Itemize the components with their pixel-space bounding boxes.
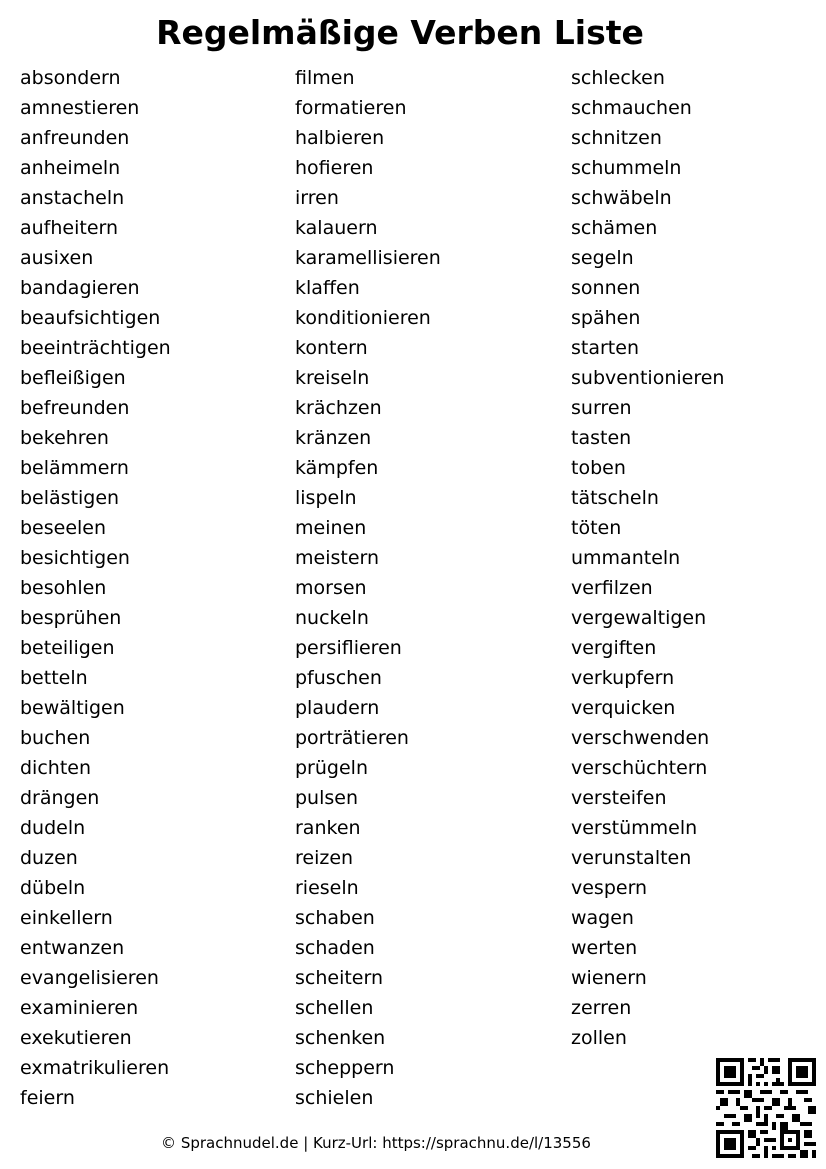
verb-item: absondern [20, 67, 121, 89]
verb-item: vergewaltigen [571, 607, 707, 629]
verb-item: verschüchtern [571, 757, 708, 779]
verb-item: schlecken [571, 67, 665, 89]
verb-item: exekutieren [20, 1027, 132, 1049]
verb-item: klaffen [295, 277, 360, 299]
verb-item: reizen [295, 847, 354, 869]
verb-item: entwanzen [20, 937, 125, 959]
verb-item: zollen [571, 1027, 627, 1049]
verb-item: versteifen [571, 787, 667, 809]
verb-item: vergiften [571, 637, 657, 659]
verb-item: pfuschen [295, 667, 382, 689]
verb-item: halbieren [295, 127, 385, 149]
verb-item: besichtigen [20, 547, 130, 569]
verb-item: beteiligen [20, 637, 115, 659]
verb-item: ausixen [20, 247, 94, 269]
verb-item: meistern [295, 547, 380, 569]
verb-item: morsen [295, 577, 367, 599]
verb-item: beeinträchtigen [20, 337, 171, 359]
qr-code-icon[interactable] [716, 1058, 816, 1158]
verb-item: schämen [571, 217, 658, 239]
verb-item: schellen [295, 997, 374, 1019]
verb-item: besohlen [20, 577, 107, 599]
verb-item: anheimeln [20, 157, 121, 179]
verb-item: beseelen [20, 517, 107, 539]
verb-item: verschwenden [571, 727, 710, 749]
verb-item: formatieren [295, 97, 407, 119]
verb-item: anstacheln [20, 187, 125, 209]
verb-item: wienern [571, 967, 647, 989]
verb-item: kontern [295, 337, 368, 359]
verb-item: amnestieren [20, 97, 140, 119]
verb-item: pulsen [295, 787, 359, 809]
verb-item: vespern [571, 877, 648, 899]
verb-item: verquicken [571, 697, 676, 719]
verb-column-1 [20, 63, 171, 1113]
verb-item: persiflieren [295, 637, 402, 659]
verb-item: belämmern [20, 457, 129, 479]
verb-item: zerren [571, 997, 632, 1019]
verb-item: anfreunden [20, 127, 130, 149]
verb-item: filmen [295, 67, 355, 89]
verb-item: karamellisieren [295, 247, 441, 269]
verb-item: befreunden [20, 397, 130, 419]
verb-item: belästigen [20, 487, 120, 509]
verb-item: drängen [20, 787, 100, 809]
verb-item: verkupfern [571, 667, 675, 689]
verb-item: aufheitern [20, 217, 119, 239]
verb-item: hofieren [295, 157, 374, 179]
verb-item: meinen [295, 517, 367, 539]
verb-item: exmatrikulieren [20, 1057, 170, 1079]
verb-item: besprühen [20, 607, 122, 629]
verb-item: ummanteln [571, 547, 681, 569]
verb-item: schummeln [571, 157, 682, 179]
verb-item: scheitern [295, 967, 384, 989]
verb-item: surren [571, 397, 632, 419]
verb-item: schielen [295, 1087, 374, 1109]
verb-item: verfilzen [571, 577, 653, 599]
verb-item: dichten [20, 757, 92, 779]
verb-item: prügeln [295, 757, 368, 779]
verb-item: evangelisieren [20, 967, 159, 989]
verb-item: schaden [295, 937, 375, 959]
verb-item: schwäbeln [571, 187, 672, 209]
verb-item: lispeln [295, 487, 357, 509]
verb-column-2 [295, 63, 441, 1113]
verb-item: schmauchen [571, 97, 692, 119]
verb-item: dudeln [20, 817, 86, 839]
verb-item: verstümmeln [571, 817, 698, 839]
verb-item: nuckeln [295, 607, 369, 629]
page-title: Regelmäßige Verben Liste [156, 13, 644, 52]
verb-item: kränzen [295, 427, 372, 449]
verb-item: beaufsichtigen [20, 307, 161, 329]
verb-item: schaben [295, 907, 375, 929]
verb-item: scheppern [295, 1057, 395, 1079]
verb-item: töten [571, 517, 622, 539]
verb-item: bekehren [20, 427, 109, 449]
verb-item: verunstalten [571, 847, 692, 869]
verb-item: rieseln [295, 877, 359, 899]
verb-item: buchen [20, 727, 91, 749]
verb-item: tasten [571, 427, 632, 449]
verb-item: plaudern [295, 697, 380, 719]
verb-item: tätscheln [571, 487, 659, 509]
verb-item: feiern [20, 1087, 75, 1109]
verb-item: kreiseln [295, 367, 370, 389]
verb-item: porträtieren [295, 727, 409, 749]
verb-item: starten [571, 337, 639, 359]
verb-item: segeln [571, 247, 634, 269]
verb-item: toben [571, 457, 626, 479]
verb-item: einkellern [20, 907, 113, 929]
verb-item: bewältigen [20, 697, 125, 719]
verb-item: befleißigen [20, 367, 126, 389]
footer-copyright: © Sprachnudel.de | Kurz-Url: https://sprachnu.de/l/13556 [161, 1134, 591, 1152]
verb-item: dübeln [20, 877, 86, 899]
verb-item: spähen [571, 307, 641, 329]
verb-item: kalauern [295, 217, 378, 239]
verb-item: betteln [20, 667, 88, 689]
verb-item: ranken [295, 817, 361, 839]
verb-item: werten [571, 937, 638, 959]
verb-item: kämpfen [295, 457, 379, 479]
verb-item: krächzen [295, 397, 382, 419]
verb-item: schenken [295, 1027, 386, 1049]
verb-item: irren [295, 187, 339, 209]
verb-item: examinieren [20, 997, 139, 1019]
verb-item: duzen [20, 847, 78, 869]
verb-item: konditionieren [295, 307, 431, 329]
verb-item: sonnen [571, 277, 641, 299]
verb-item: subventionieren [571, 367, 725, 389]
verb-item: wagen [571, 907, 634, 929]
verb-column-3 [571, 63, 724, 1053]
verb-item: bandagieren [20, 277, 140, 299]
verb-item: schnitzen [571, 127, 662, 149]
